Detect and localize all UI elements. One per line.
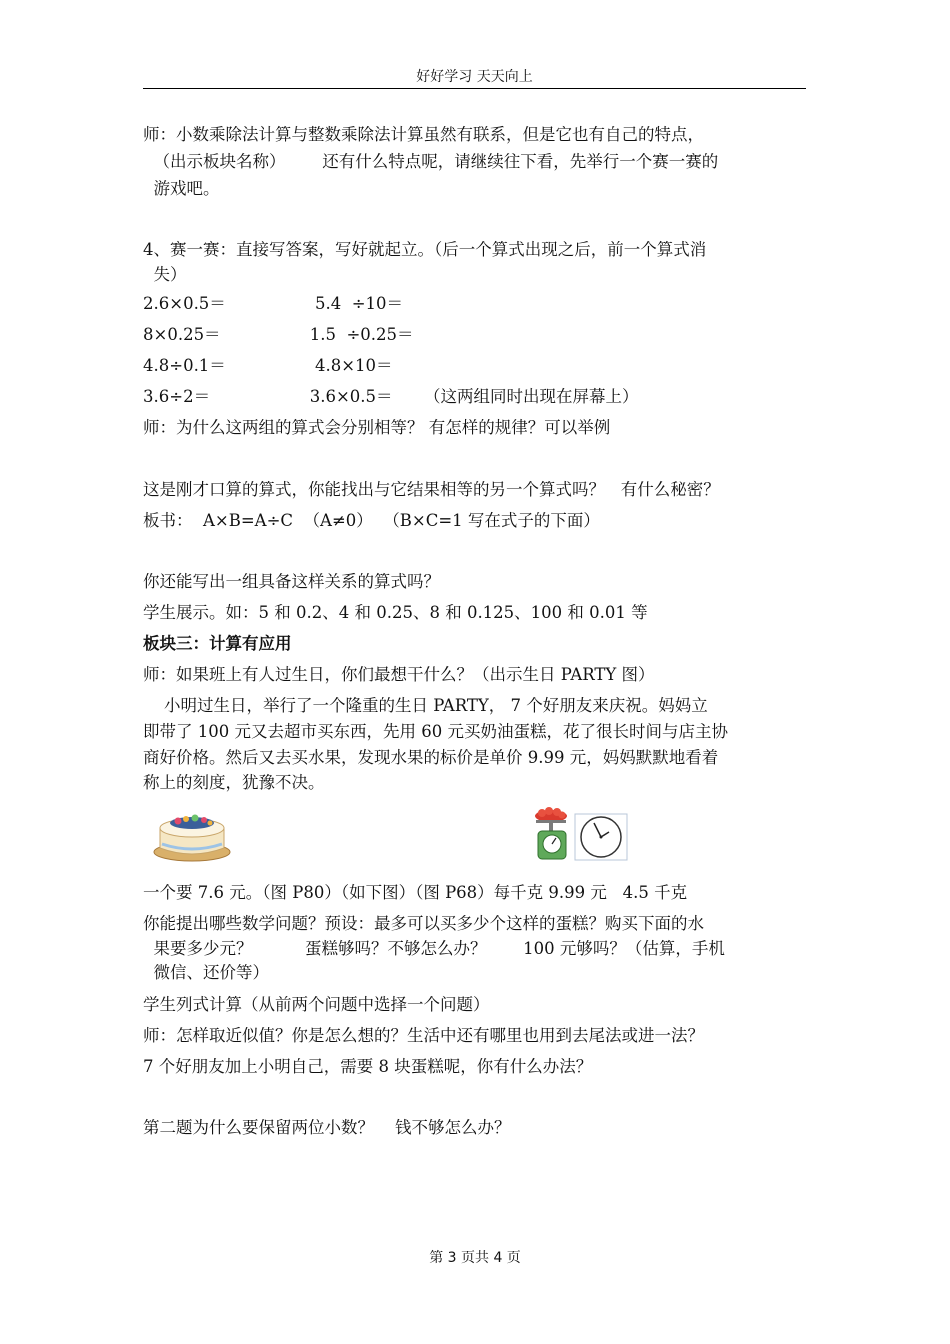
text-line: 学生展示。如：5 和 0.2、4 和 0.25、8 和 0.125、100 和 0.01 等 (143, 603, 648, 622)
birthday-cake-image (152, 808, 232, 863)
equation-row: 2.6×0.5＝ 5.4 ÷10＝ (143, 294, 404, 313)
text-line: 板书： A×B=A÷C （A≠0） （B×C=1 写在式子的下面） (143, 511, 600, 530)
text-line: 4、赛一赛：直接写答案，写好就起立。（后一个算式出现之后，前一个算式消 (143, 240, 707, 259)
text-line: 师：为什么这两组的算式会分别相等？ 有怎样的规律？可以举例 (143, 418, 611, 437)
text-line: 一个要 7.6 元。（图 P80）（如下图）（图 P68）每千克 9.99 元 4.5 千克 (143, 883, 688, 902)
page-header: 好好学习 天天向上 (416, 69, 533, 85)
text-line: 果要多少元？ 蛋糕够吗？不够怎么办？ 100 元够吗？（估算，手机 (143, 939, 725, 958)
text-line: 师：怎样取近似值？你是怎么想的？生活中还有哪里也用到去尾法或进一法？ (143, 1026, 704, 1045)
equation-row: 3.6÷2＝ 3.6×0.5＝ （这两组同时出现在屏幕上） (143, 387, 639, 406)
text-line: 你还能写出一组具备这样关系的算式吗？ (143, 572, 440, 591)
text-line: 7 个好朋友加上小明自己，需要 8 块蛋糕呢，你有什么办法？ (143, 1057, 593, 1076)
text-line: 失） (143, 265, 187, 284)
text-line: 学生列式计算（从前两个问题中选择一个问题） (143, 995, 490, 1014)
text-line: （出示板块名称） 还有什么特点呢，请继续往下看，先举行一个赛一赛的 (143, 152, 719, 171)
equation-row: 4.8÷0.1＝ 4.8×10＝ (143, 356, 393, 375)
text-line: 这是刚才口算的算式，你能找出与它结果相等的另一个算式吗？ 有什么秘密？ (143, 480, 720, 499)
text-line: 商好价格。然后又去买水果，发现水果的标价是单价 9.99 元，妈妈默默地看着 (143, 748, 719, 767)
text-line: 你能提出哪些数学问题？预设：最多可以买多少个这样的蛋糕？购买下面的水 (143, 914, 704, 933)
text-line: 小明过生日，举行了一个隆重的生日 PARTY， 7 个好朋友来庆祝。妈妈立 (143, 696, 708, 715)
text-line: 师：如果班上有人过生日，你们最想干什么？（出示生日 PARTY 图） (143, 665, 655, 684)
equation-row: 8×0.25＝ 1.5 ÷0.25＝ (143, 325, 414, 344)
page-footer: 第 3 页共 4 页 (429, 1250, 521, 1266)
text-line: 即带了 100 元又去超市买东西，先用 60 元买奶油蛋糕，花了很长时间与店主协 (143, 722, 728, 741)
text-line: 微信、还价等） (143, 963, 269, 982)
text-line: 第二题为什么要保留两位小数？ 钱不够怎么办？ (143, 1118, 511, 1137)
text-line: 师：小数乘除法计算与整数乘除法计算虽然有联系，但是它也有自己的特点， (143, 125, 704, 144)
text-line: 游戏吧。 (143, 179, 220, 198)
header-rule (143, 88, 806, 89)
section-heading: 板块三：计算有应用 (143, 634, 292, 653)
scale-and-clock-image (533, 804, 629, 862)
text-line: 称上的刻度，犹豫不决。 (143, 773, 325, 792)
